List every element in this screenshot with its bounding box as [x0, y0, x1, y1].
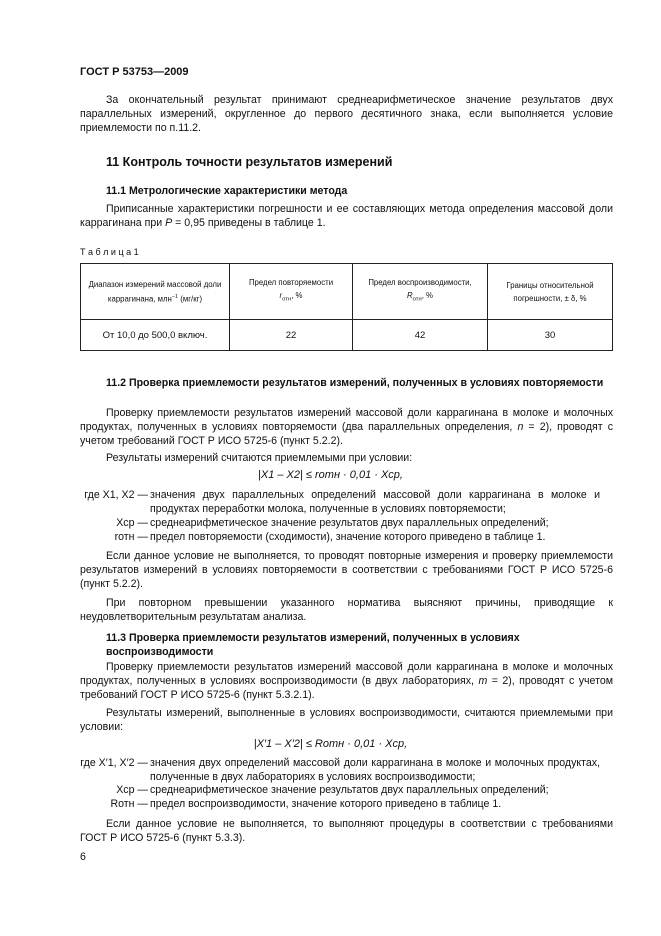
- table-header-range: Диапазон измерений массовой доли каррагинана, млн$^{-1}$ (мг/кг): [81, 264, 230, 320]
- where-x1p-x2p-text: значения двух определений массовой доли каррагинана в молоке и молочных продуктах, полученные в двух лабораториях в условиях воспроизводимости;: [150, 757, 600, 783]
- document-header: ГОСТ Р 53753—2009: [80, 66, 189, 78]
- r-otn-label: rотн —: [114, 531, 148, 543]
- formula-repeatability: |X1 – X2| ≤ rотн · 0,01 · Xср,: [258, 469, 403, 481]
- intro-paragraph: За окончательный результат принимают среднеарифметическое значение результатов двух параллельных измерений, округленное до первого десятичного знака, если выполняется условие приемлемости по п.11.2.: [80, 94, 613, 134]
- section-11-3-paragraph-2: Результаты измерений, выполненные в условиях воспроизводимости, считаются приемлемыми при условии:: [80, 707, 613, 733]
- table-cell-repeatability: 22: [230, 320, 353, 351]
- section-11-2-paragraph-2: Результаты измерений считаются приемлемыми при условии:: [106, 452, 413, 464]
- table-1: [80, 263, 613, 351]
- section-11-1-text: Приписанные характеристики погрешности и ее составляющих метода определения массовой доли каррагинана при P = 0,95 приведены в таблице 1.: [80, 203, 613, 229]
- section-11-2-paragraph-3: Если данное условие не выполняется, то проводят повторные измерения и проверку приемлемости результатов измерений в условиях повторяемости в соответствии с требованиями ГОСТ Р ИСО 5725-6 (пункт 5.2.2).: [80, 550, 613, 590]
- xcp-label-1: Xср —: [116, 517, 148, 529]
- section-11-3-heading: 11.3 Проверка приемлемости результатов измерений, полученных в условиях воспроизводимости: [106, 632, 520, 658]
- table-caption: Т а б л и ц а 1: [80, 247, 139, 257]
- section-11-2-paragraph-4: При повторном превышении указанного норматива выясняют причины, приводящие к неудовлетворительным результатам анализа.: [80, 597, 613, 623]
- section-11-1-heading: 11.1 Метрологические характеристики метода: [106, 185, 348, 197]
- where-x1-x2-label: где X1, X2 —: [84, 489, 148, 501]
- page-number: 6: [80, 851, 86, 863]
- section-11-2-paragraph-1: Проверку приемлемости результатов измерений массовой доли каррагинана в молоке и молочных продуктах, полученных в условиях повторяемости (два параллельных определения, n = 2), проводят с учетом требований ГОСТ Р ИСО 5725-6 (пункт 5.2.2).: [80, 407, 613, 447]
- xcp-text-2: среднеарифметическое значение результатов двух параллельных определений;: [150, 784, 549, 796]
- section-11-heading: 11 Контроль точности результатов измерений: [106, 155, 393, 169]
- xcp-text-1: среднеарифметическое значение результатов двух параллельных определений;: [150, 517, 549, 529]
- xcp-label-2: Xср —: [116, 784, 148, 796]
- where-x1p-x2p-label: где X′1, X′2 —: [80, 757, 148, 769]
- table-cell-reproducibility: 42: [353, 320, 488, 351]
- table-cell-error-bounds: 30: [488, 320, 613, 351]
- table-cell-range: От 10,0 до 500,0 включ.: [81, 320, 230, 351]
- section-11-3-paragraph-3: Если данное условие не выполняется, то выполняют процедуры в соответствии с требованиями ГОСТ Р ИСО 5725-6 (пункт 5.3.3).: [80, 818, 613, 844]
- where-x1-x2-text: значения двух параллельных определений массовой доли каррагинана в молоке и продуктах переработки молока, полученные в условиях повторяемости;: [150, 489, 600, 515]
- table-header-repeatability: Предел повторяемости $r_{отн}$, %: [230, 264, 353, 320]
- table-header-error-bounds: Границы относительной погрешности, ± δ, %: [488, 264, 613, 320]
- section-11-3-paragraph-1: Проверку приемлемости результатов измерений массовой доли каррагинана в молоке и молочных продуктах, полученных в условиях воспроизводимости (в двух лабораториях, m = 2), проводят с учетом требований ГОСТ Р ИСО 5725-6 (пункт 5.3.2.1).: [80, 661, 613, 701]
- r-otn-text: предел повторяемости (сходимости), значение которого приведено в таблице 1.: [150, 531, 546, 543]
- R-otn-label: Rотн —: [110, 798, 148, 810]
- section-11-2-heading: 11.2 Проверка приемлемости результатов измерений, полученных в условиях повторяемости: [106, 377, 604, 389]
- R-otn-text: предел воспроизводимости, значение которого приведено в таблице 1.: [150, 798, 502, 810]
- table-header-reproducibility: Предел воспроизводимости, $R_{отн}$, %: [353, 264, 488, 320]
- formula-reproducibility: |X′1 – X′2| ≤ Rотн · 0,01 · Xср,: [253, 738, 408, 750]
